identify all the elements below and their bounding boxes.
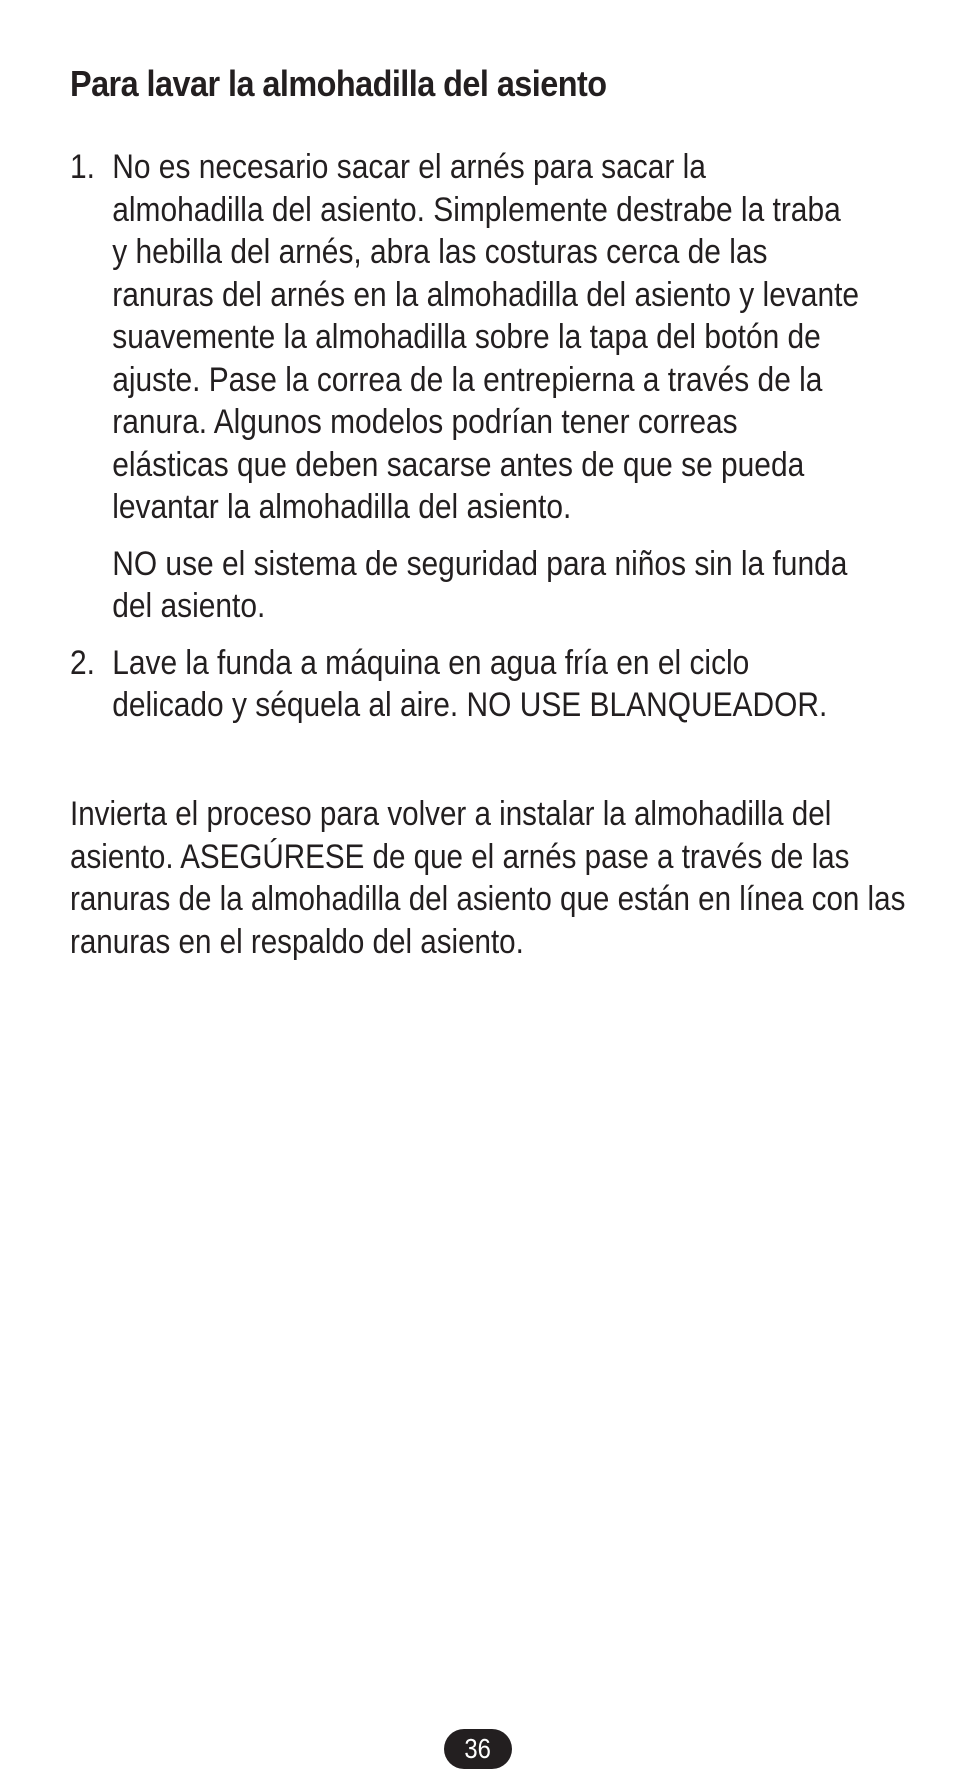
step-paragraph: Lave la funda a máquina en agua fría en el ciclo delicado y séquela al aire. NO USE BLANQUEADOR. [112,643,828,724]
page-number: 36 [464,1733,492,1764]
step-number: 1. [70,148,95,186]
section-heading: Para lavar la almohadilla del asiento [70,63,607,104]
step-1 [70,146,862,628]
reinstall-paragraph: Invierta el proceso para volver a instalar la almohadilla del asiento. ASEGÚRESE de que el arnés pase a través de las ranuras de la almohadilla del asiento que están en línea con las ranuras en el respaldo del asiento. [70,795,906,961]
page-number-badge [444,1729,512,1769]
step-paragraph: No es necesario sacar el arnés para sacar la almohadilla del asiento. Simplemente destrabe la traba y hebilla del arnés, abra las costuras cerca de las ranuras del arnés en la almohadilla del asiento y levante suavemente la almohadilla sobre la tapa del botón de ajuste. Pase la correa de la entrepierna a través de la ranura. Algunos modelos podrían tener correas elásticas que deben sacarse antes de que se pueda levantar la almohadilla del asiento. [112,148,860,526]
instruction-steps [70,146,862,741]
step-number: 2. [70,643,95,682]
step-warning: NO use el sistema de seguridad para niños sin la funda del asiento. [112,544,848,625]
step-2 [70,642,862,727]
